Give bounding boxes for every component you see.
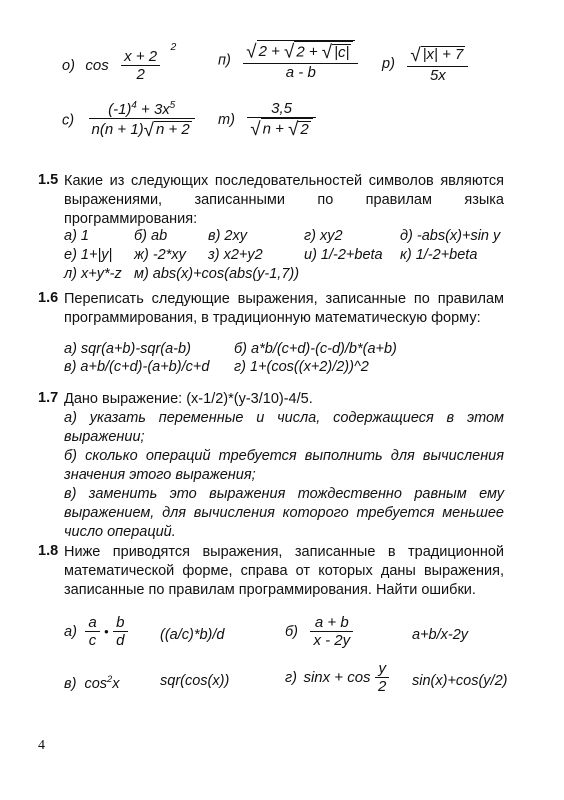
exercise-1-8-number: 1.8: [38, 543, 59, 559]
formula-t-num: 3,5: [247, 100, 315, 118]
ex18-v-label: в): [64, 675, 77, 692]
formula-s-den-a: n(n + 1): [91, 121, 144, 138]
exercise-1-7-number: 1.7: [38, 390, 59, 406]
formula-t-den-a: n +: [262, 120, 284, 138]
ex18-b-frac: $\frac{a + b}{x - 2y}$: [310, 614, 353, 650]
exercise-1-8-text: Ниже приводятся выражения, записанные в традиционной математической форме, справа от которых даны выражения, записанные по правилам программирования. Найти ошибки.: [64, 544, 504, 598]
ex16-r1-a: а) sqr(a+b)-sqr(a-b): [64, 341, 191, 357]
ex18-a: [64, 614, 128, 650]
ex18-b: [285, 614, 353, 650]
ex18-a-label: а): [64, 623, 77, 640]
formula-p-den: a - b: [285, 63, 316, 81]
exercise-1-7-item-v: в) заменить это выражения тождественно равным ему выражением, для вычисления которого требуется меньшее число операций.: [64, 486, 504, 540]
formula-s-den-rad: n + 2: [155, 121, 190, 139]
page-number: 4: [38, 738, 45, 753]
ex15-r1-g: г) xy2: [304, 228, 343, 244]
ex18-g-frac: $\frac{y}{2}$: [375, 660, 389, 696]
formula-s: [62, 100, 195, 141]
ex15-r2-z: з) x2+y2: [208, 247, 263, 263]
ex15-r2-i: и) 1/-2+beta: [304, 247, 383, 263]
ex15-r2-e: е) 1+|y|: [64, 247, 113, 263]
ex18-v-exp: 2: [107, 673, 113, 684]
ex15-r3-m: м) abs(x)+cos(abs(y-1,7)): [134, 266, 300, 282]
formula-p-rad-a: 2 +: [258, 42, 280, 60]
formula-r-den: 5x: [429, 66, 446, 84]
ex18-a-prog: ((a/c)*b)/d: [160, 627, 225, 643]
ex18-v-var: x: [112, 675, 120, 692]
formula-o-fraction: [121, 48, 160, 84]
formula-o-num: x + 2: [121, 48, 160, 66]
formula-t: [218, 100, 316, 140]
ex18-a-frac1: $\frac{a}{c}$: [85, 614, 99, 650]
formula-t-den-b: 2: [300, 120, 309, 138]
formula-t-fraction: $\frac{3,5}{√ n + √ 2}$: [247, 100, 315, 140]
formula-p-label: п): [218, 52, 231, 69]
ex15-r1-d: д) -abs(x)+sin y: [400, 228, 501, 244]
exercise-1-7-item-b: б) сколько операций требуется выполнить для вычисления значения этого выражения;: [64, 448, 504, 483]
ex18-v-prog: sqr(cos(x)): [160, 673, 230, 689]
formula-s-exp1: 4: [131, 100, 137, 111]
ex18-v: [64, 673, 120, 692]
formula-o: [62, 41, 177, 84]
ex18-g: [285, 660, 389, 696]
formula-r-fraction: $\frac{√ |x| + 7}{5x}$: [407, 44, 468, 84]
exercise-1-7-text: Дано выражение: (x-1/2)*(y-3/10)-4/5.: [64, 391, 313, 407]
ex16-r2-g: г) 1+(cos((x+2)/2))^2: [234, 359, 369, 375]
ex15-r1-b: б) ab: [134, 228, 168, 244]
ex16-r1-b: б) a*b/(c+d)-(c-d)/b*(a+b): [234, 341, 397, 357]
ex18-g-left: sinx + cos: [303, 669, 371, 687]
ex18-b-prog: a+b/x-2y: [412, 627, 469, 643]
ex18-b-label: б): [285, 623, 298, 640]
ex15-r2-k: к) 1/-2+beta: [400, 247, 478, 263]
formula-p: [218, 40, 358, 81]
exercise-1-5-text: Какие из следующих последовательностей символов являются выражениями, записанными по правилам языка программирования:: [64, 173, 504, 227]
formula-r: [382, 44, 468, 84]
ex15-r1-a: а) 1: [64, 228, 89, 244]
ex18-a-frac2: $\frac{b}{d}$: [113, 614, 127, 650]
formula-s-fraction: $\frac{(-1)^4 + 3x^5}{n(n + 1)√ n + 2}$: [89, 100, 195, 141]
formula-r-rad: |x| + 7: [422, 46, 464, 64]
ex15-r3-l: л) x+y*-z: [64, 266, 122, 282]
formula-s-num-a: (-1): [108, 101, 132, 118]
exercise-1-7-item-a: а) указать переменные и числа, содержащиеся в этом выражении;: [64, 410, 504, 445]
formula-s-label: с): [62, 112, 75, 129]
ex15-r1-v: в) 2xy: [208, 228, 247, 244]
ex18-g-prog: sin(x)+cos(y/2): [412, 673, 508, 689]
exercise-1-5-number: 1.5: [38, 172, 59, 188]
formula-r-label: р): [382, 56, 395, 73]
ex18-g-label: г): [285, 669, 297, 686]
formula-s-exp2: 5: [169, 100, 176, 111]
ex18-a-dot: •: [104, 623, 109, 639]
formula-p-fraction: $\frac{√ 2 + √ 2 + √ |c|}{a - b}$: [243, 40, 358, 81]
formula-t-label: т): [218, 112, 235, 129]
exercise-1-6-text: Переписать следующие выражения, записанные по правилам программирования, в традиционную математическую форму:: [64, 291, 504, 326]
ex16-r2-v: в) a+b/(c+d)-(a+b)/c+d: [64, 359, 210, 375]
formula-s-num-b: + 3x: [136, 101, 170, 118]
formula-o-den: 2: [136, 66, 145, 84]
exercise-1-6-number: 1.6: [38, 290, 59, 306]
formula-o-fn: cos: [85, 56, 109, 74]
formula-o-exp: 2: [170, 41, 177, 53]
formula-p-rad-c: |c|: [334, 43, 350, 61]
ex18-v-base: cos: [84, 675, 108, 692]
formula-p-rad-b: 2 +: [296, 43, 318, 61]
formula-o-label: о): [62, 57, 75, 74]
ex15-r2-zh: ж) -2*xy: [134, 247, 186, 263]
